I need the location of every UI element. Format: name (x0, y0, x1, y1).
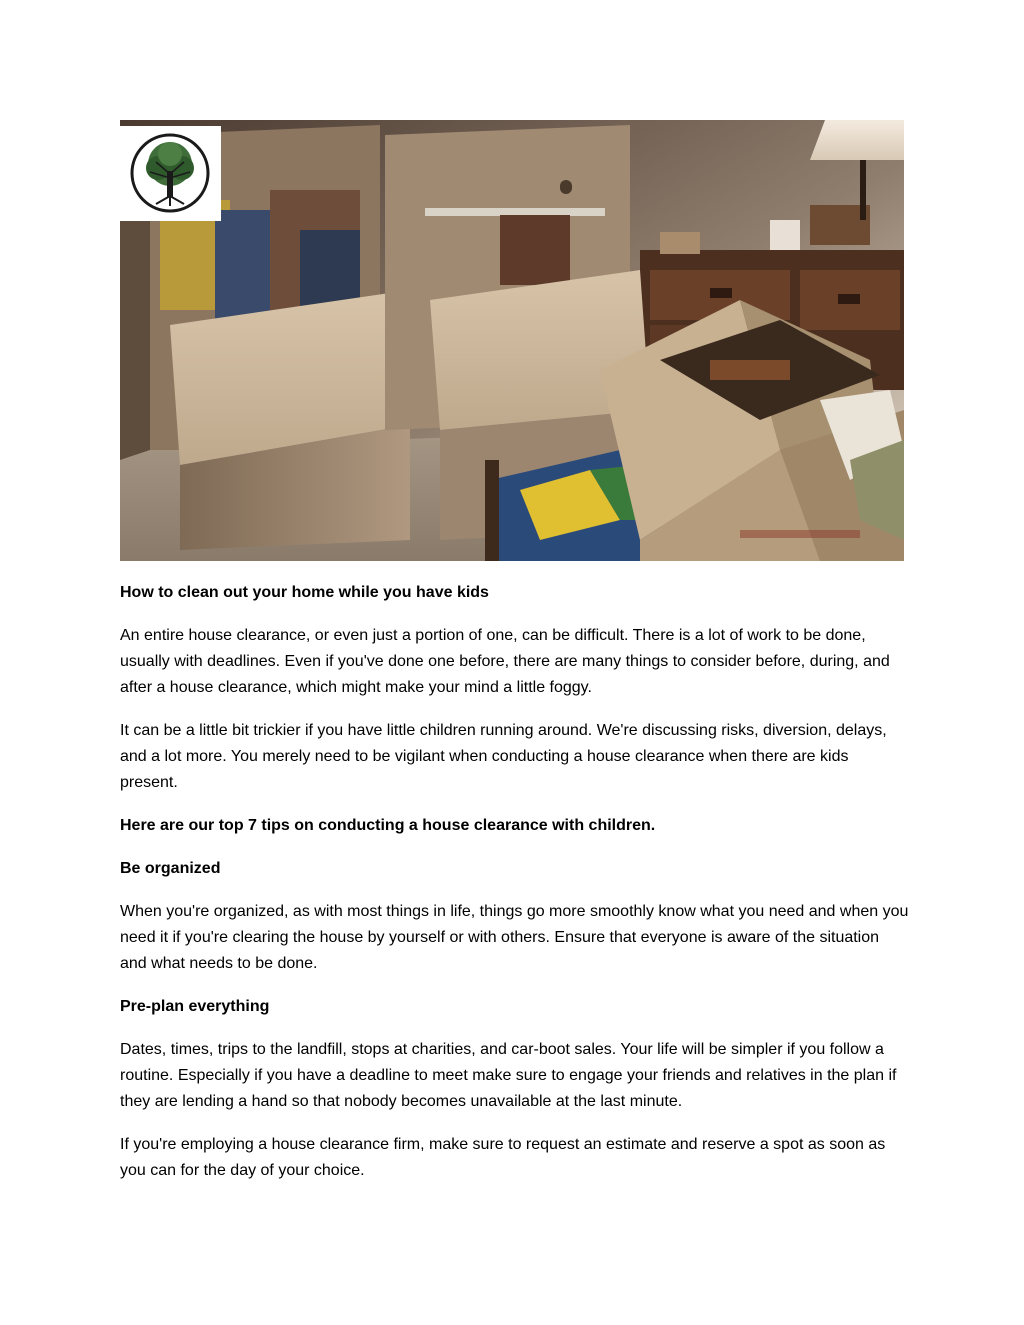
tips-heading: Here are our top 7 tips on conducting a house clearance with children. (120, 817, 656, 834)
intro-paragraph-2: It can be a little bit trickier if you have little children running around. We're discussing risks, diversion, delays, and a lot more. You merely need to be vigilant when conducting a house clearance when there are kids present. (120, 722, 887, 791)
section-1-body: When you're organized, as with most things in life, things go more smoothly know what you need and when you need it if you're clearing the house by yourself or with others. Ensure that everyone is aware of the situation and what needs to be done. (120, 903, 909, 972)
section-2-body-2: If you're employing a house clearance firm, make sure to request an estimate and reserve a spot as soon as you can for the day of your choice. (120, 1136, 886, 1179)
hero-photo (120, 120, 904, 561)
section-1-heading: Be organized (120, 860, 221, 877)
intro-paragraph-1: An entire house clearance, or even just a portion of one, can be difficult. There is a lot of work to be done, usually with deadlines. Even if you've done one before, there are many things to consider before, during, and after a house clearance, which might make your mind a little foggy. (120, 627, 890, 696)
clearthelot-logo (120, 126, 221, 221)
cardboard-boxes-photo-icon (120, 120, 904, 561)
tree-of-life-logo-icon (120, 126, 221, 221)
article-title: How to clean out your home while you have kids (120, 584, 489, 601)
section-2-body-1: Dates, times, trips to the landfill, stops at charities, and car-boot sales. Your life will be simpler if you follow a routine. Especially if you have a deadline to meet make sure to engage your friends and relatives in the plan if they are lending a hand so that nobody becomes unavailable at the last minute. (120, 1041, 897, 1110)
section-2-heading: Pre-plan everything (120, 998, 270, 1015)
article-body (120, 580, 910, 1201)
